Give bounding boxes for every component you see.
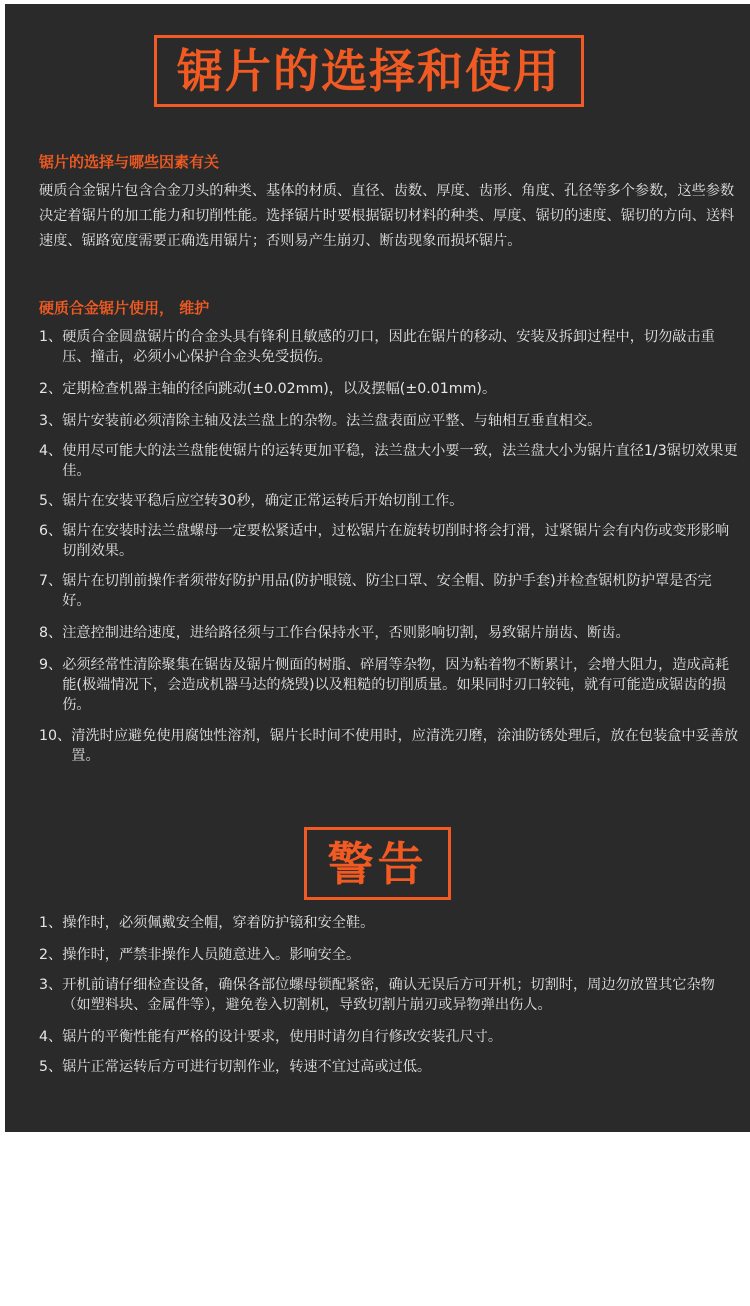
warning-item bbox=[39, 975, 739, 1015]
usage-heading: 硬质合金锯片使用， 维护 bbox=[39, 299, 210, 317]
usage-item bbox=[39, 726, 739, 766]
usage-item bbox=[39, 379, 739, 399]
warning-item bbox=[39, 1057, 739, 1077]
warning-item-text: 锯片的平衡性能有严格的设计要求，使用时请勿自行修改安装孔尺寸。 bbox=[62, 1029, 503, 1045]
usage-item-text: 定期检查机器主轴的径向跳动(±0.02mm)，以及摆幅(±0.01mm)。 bbox=[62, 381, 497, 397]
usage-item bbox=[39, 491, 739, 511]
selection-paragraph: 硬质合金锯片包含合金刀头的种类、基体的材质、直径、齿数、厚度、齿形、角度、孔径等多个参数，这些参数决定着锯片的加工能力和切削性能。选择锯片时要根据锯切材料的种类、厚度、锯切的速度、锯切的方向、送料速度、锯路宽度需要正确选用锯片；否则易产生崩刃、断齿现象而损坏锯片。 bbox=[39, 183, 735, 249]
usage-item-number: 2、 bbox=[39, 381, 63, 397]
warning-item-text: 开机前请仔细检查设备，确保各部位螺母锁配紧密，确认无误后方可开机；切割时，周边勿放置其它杂物（如塑料块、金属件等），避免卷入切割机，导致切割片崩刃或异物弹出伤人。 bbox=[62, 977, 715, 1013]
usage-item-number: 1、 bbox=[39, 329, 63, 345]
usage-item bbox=[39, 411, 739, 431]
usage-item-text: 锯片安装前必须清除主轴及法兰盘上的杂物。法兰盘表面应平整、与轴相互垂直相交。 bbox=[62, 413, 602, 429]
usage-item-number: 6、 bbox=[39, 523, 63, 539]
warning-item-number: 5、 bbox=[39, 1059, 63, 1075]
warning-item bbox=[39, 1027, 739, 1047]
usage-item-text: 必须经常性清除聚集在锯齿及锯片侧面的树脂、碎屑等杂物，因为粘着物不断累计，会增大阻力，造成高耗能(极端情况下，会造成机器马达的烧毁)以及粗糙的切削质量。如果同时刃口较钝，就有可能造成锯齿的损伤。 bbox=[62, 657, 730, 713]
usage-item-text: 锯片在切削前操作者须带好防护用品(防护眼镜、防尘口罩、安全帽、防护手套)并检查锯机防护罩是否完好。 bbox=[62, 573, 712, 609]
usage-item bbox=[39, 441, 739, 481]
usage-item-number: 10、 bbox=[39, 728, 72, 744]
content-panel bbox=[5, 4, 750, 1132]
warning-item-text: 操作时，严禁非操作人员随意进入。影响安全。 bbox=[62, 947, 361, 963]
usage-item-number: 7、 bbox=[39, 573, 63, 589]
usage-item-number: 3、 bbox=[39, 413, 63, 429]
usage-item-text: 硬质合金圆盘锯片的合金头具有锋利且敏感的刃口，因此在锯片的移动、安装及拆卸过程中，切勿敲击重压、撞击，必须小心保护合金头免受损伤。 bbox=[62, 329, 715, 365]
warning-item-number: 3、 bbox=[39, 977, 63, 993]
main-title-frame bbox=[154, 35, 584, 107]
warning-title-frame bbox=[304, 827, 451, 900]
warning-item-number: 1、 bbox=[39, 915, 63, 931]
usage-item bbox=[39, 327, 739, 367]
usage-item-number: 9、 bbox=[39, 657, 63, 673]
usage-item-number: 4、 bbox=[39, 443, 63, 459]
warning-item-number: 4、 bbox=[39, 1029, 63, 1045]
usage-item-number: 8、 bbox=[39, 625, 63, 641]
warning-item-text: 锯片正常运转后方可进行切割作业，转速不宜过高或过低。 bbox=[62, 1059, 432, 1075]
warning-item-text: 操作时，必须佩戴安全帽，穿着防护镜和安全鞋。 bbox=[62, 915, 375, 931]
warning-item bbox=[39, 945, 739, 965]
page-title: 锯片的选择和使用 bbox=[177, 44, 561, 98]
usage-item-text: 锯片在安装平稳后应空转30秒，确定正常运转后开始切削工作。 bbox=[62, 493, 464, 509]
usage-item-text: 注意控制进给速度，进给路径须与工作台保持水平，否则影响切割，易致锯片崩齿、断齿。 bbox=[62, 625, 630, 641]
usage-item bbox=[39, 623, 739, 643]
warning-item-number: 2、 bbox=[39, 947, 63, 963]
usage-item-text: 清洗时应避免使用腐蚀性溶剂，锯片长时间不使用时，应清洗刃磨，涂油防锈处理后，放在包装盒中妥善放置。 bbox=[71, 728, 739, 764]
usage-item-text: 锯片在安装时法兰盘螺母一定要松紧适中，过松锯片在旋转切削时将会打滑，过紧锯片会有内伤或变形影响切削效果。 bbox=[62, 523, 730, 559]
usage-item bbox=[39, 655, 739, 715]
warning-title: 警告 bbox=[327, 836, 428, 891]
usage-item-number: 5、 bbox=[39, 493, 63, 509]
usage-item-text: 使用尽可能大的法兰盘能使锯片的运转更加平稳，法兰盘大小要一致，法兰盘大小为锯片直径1/3锯切效果更佳。 bbox=[62, 443, 738, 479]
warning-item bbox=[39, 913, 739, 933]
usage-item bbox=[39, 521, 739, 561]
selection-heading: 锯片的选择与哪些因素有关 bbox=[39, 153, 220, 171]
usage-item bbox=[39, 571, 739, 611]
